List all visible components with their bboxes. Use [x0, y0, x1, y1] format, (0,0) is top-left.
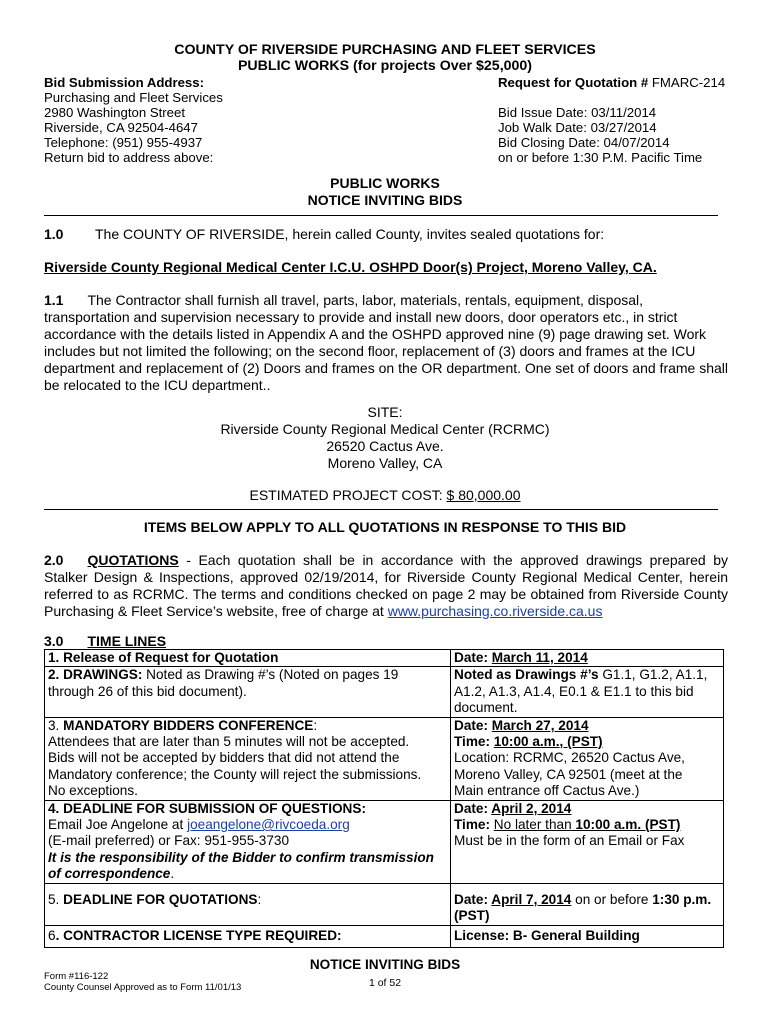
estimated-cost-value: $ 80,000.00 — [446, 487, 521, 503]
conference-line-3: Mandatory conference; the County will reject the submissions. — [48, 766, 422, 782]
estimated-cost — [0, 487, 770, 504]
timeline-row-drawings — [45, 667, 724, 717]
questions-email-pre: Email Joe Angelone at — [48, 817, 188, 833]
address-line-4: Telephone: (951) 955-4937 — [44, 135, 203, 150]
header-title-line1: COUNTY OF RIVERSIDE PURCHASING AND FLEET SERVICES — [174, 42, 596, 58]
job-walk-date: Job Walk Date: 03/27/2014 — [498, 120, 657, 135]
address-label: Bid Submission Address: — [44, 75, 204, 90]
questions-email-link[interactable]: joeangelone@rivcoeda.org — [187, 817, 350, 833]
notice-heading — [0, 175, 770, 209]
bid-closing-date: Bid Closing Date: 04/07/2014 — [498, 135, 670, 150]
conference-time: 10:00 a.m., (PST) — [493, 734, 603, 750]
conference-location-3: Main entrance off Cactus Ave.) — [454, 783, 640, 799]
header-title-line2: PUBLIC WORKS (for projects Over $25,000) — [237, 58, 533, 74]
section-1-1-line-1: The Contractor shall furnish all travel, parts, labor, materials, rentals, equipment, disposal, — [87, 292, 644, 308]
conference-num: 3. — [48, 717, 64, 733]
conference-line-1: Attendees that are later than 5 minutes will not be accepted. — [48, 734, 410, 750]
bid-issue-date: Bid Issue Date: 03/11/2014 — [498, 105, 657, 120]
section-1-1-line-6: be relocated to the ICU department.. — [44, 377, 271, 393]
deadline-num: 5. — [48, 891, 64, 907]
drawings-right-label: Noted as Drawings #’s — [454, 667, 603, 683]
section-2-0-line-4: Purchasing & Fleet Service’s website, free of charge at — [44, 603, 388, 619]
deadline-mid: on or before — [571, 891, 653, 907]
timeline-table — [44, 649, 724, 948]
release-label: 1. Release of Request for Quotation — [48, 650, 279, 665]
conference-colon: : — [313, 717, 318, 733]
purchasing-website-link[interactable]: www.purchasing.co.riverside.ca.us — [387, 603, 603, 619]
deadline-date: April 7, 2014 — [491, 891, 572, 907]
address-line-2: 2980 Washington Street — [44, 105, 185, 120]
timeline-row-release — [45, 650, 724, 667]
address-line-1: Purchasing and Fleet Services — [44, 90, 223, 105]
questions-note-2: of correspondence — [48, 866, 171, 882]
section-2-0-num: 2.0 — [44, 552, 64, 568]
timeline-cell — [451, 717, 724, 800]
drawings-title: 2. DRAWINGS: — [48, 667, 143, 683]
section-3-0-num: 3.0 — [44, 633, 64, 649]
timeline-cell — [45, 650, 451, 667]
section-1-1-line-3: accordance with the details listed in Appendix A and the OSHPD approved nine (9) page drawing set. Work — [44, 326, 707, 342]
questions-time: 10:00 a.m. (PST) — [571, 817, 681, 833]
items-heading: ITEMS BELOW APPLY TO ALL QUOTATIONS IN RESPONSE TO THIS BID — [143, 519, 627, 535]
rfq-number: FMARC-214 — [651, 75, 726, 90]
questions-note-1: It is the responsibility of the Bidder to confirm transmission — [48, 849, 434, 865]
conference-line-2: Bids will not be accepted by bidders that did not attend the — [48, 750, 400, 766]
deadline-date-label: Date: — [454, 891, 492, 907]
section-1-1-line-5: department and replacement of (2) Doors and frames on the OR department. One set of doors and frame shall — [44, 360, 729, 376]
license-type: License: B- General Building — [454, 927, 640, 943]
section-2-0-title: QUOTATIONS — [87, 552, 179, 568]
timeline-row-license — [45, 925, 724, 947]
footer-form-number: Form #116-122 — [44, 971, 109, 982]
conference-time-label: Time: — [454, 734, 494, 750]
section-1-0-num: 1.0 — [44, 226, 64, 242]
section-3-0 — [44, 633, 166, 650]
questions-form: Must be in the form of an Email or Fax — [454, 833, 685, 849]
drawings-text-2: through 26 of this bid document). — [48, 683, 247, 699]
timeline-row-deadline — [45, 883, 724, 925]
timeline-cell — [45, 800, 451, 883]
section-1-0 — [44, 226, 604, 243]
timeline-cell — [45, 925, 451, 947]
address-line-3: Riverside, CA 92504-4647 — [44, 120, 198, 135]
section-2-0-line-2: Stalker Design & Inspections, approved 02/19/2014, for Riverside County Regional Medical Center, herein — [44, 569, 728, 585]
section-1-0-text: The COUNTY OF RIVERSIDE, herein called County, invites sealed quotations for: — [95, 226, 605, 242]
rfq-label: Request for Quotation # — [498, 75, 649, 90]
estimated-cost-label: ESTIMATED PROJECT COST: — [249, 487, 447, 503]
questions-date: April 2, 2014 — [491, 800, 572, 816]
section-3-0-title: TIME LINES — [87, 633, 167, 649]
section-1-1 — [44, 292, 734, 394]
questions-time-pre: No later than — [493, 817, 572, 833]
timeline-cell — [451, 667, 724, 717]
section-2-0 — [44, 552, 728, 620]
project-title: Riverside County Regional Medical Center I.C.U. OSHPD Door(s) Project, Moreno Valley, CA. — [44, 259, 657, 275]
timeline-cell — [45, 667, 451, 717]
license-title: . CONTRACTOR LICENSE TYPE REQUIRED: — [55, 927, 342, 943]
conference-location-2: Moreno Valley, CA 92501 (meet at the — [454, 766, 683, 782]
drawings-right-text-3: document. — [454, 700, 518, 716]
conference-date-label: Date: — [454, 717, 492, 733]
address-block — [44, 75, 223, 165]
rfq-block — [498, 75, 725, 165]
deadline-time: 1:30 p.m. — [652, 891, 712, 907]
footer-page-number: 1 of 52 — [368, 977, 402, 989]
section-1-1-line-4: includes but not limited the following; on the second floor, replacement of (3) doors and frames at the ICU — [44, 343, 696, 359]
section-2-0-line-3: referred to as RCRMC. The terms and conditions checked on page 2 may be obtained from Riverside County — [44, 586, 728, 602]
site-line-2: 26520 Cactus Ave. — [326, 438, 444, 454]
timeline-cell — [45, 717, 451, 800]
site-line-1: Riverside County Regional Medical Center (RCRMC) — [220, 421, 550, 437]
questions-fax: (E-mail preferred) or Fax: 951-955-3730 — [48, 833, 290, 849]
notice-line2: NOTICE INVITING BIDS — [307, 192, 463, 208]
timeline-cell — [451, 925, 724, 947]
timeline-row-questions — [45, 800, 724, 883]
timeline-cell — [45, 883, 451, 925]
notice-line1: PUBLIC WORKS — [330, 175, 440, 191]
questions-time-label: Time: — [454, 817, 494, 833]
deadline-colon: : — [257, 891, 262, 907]
header-title — [0, 42, 770, 74]
release-date: March 11, 2014 — [491, 650, 588, 665]
questions-note-2-end: . — [170, 866, 175, 882]
drawings-right-text-2: A1.2, A1.3, A1.4, E0.1 & E1.1 to this bid — [454, 683, 694, 699]
timeline-row-conference — [45, 717, 724, 800]
deadline-zone: (PST) — [454, 908, 490, 924]
drawings-right-text-1: G1.1, G1.2, A1.1, — [602, 667, 708, 683]
section-2-0-line-1: - Each quotation shall be in accordance with the approved drawings prepared by — [178, 552, 728, 568]
footer-counsel: County Counsel Approved as to Form 11/01/13 — [44, 982, 242, 993]
timeline-cell — [451, 650, 724, 667]
address-line-5: Return bid to address above: — [44, 150, 214, 165]
site-line-3: Moreno Valley, CA — [327, 455, 443, 471]
timeline-cell — [451, 883, 724, 925]
license-num: 6 — [48, 927, 56, 943]
site-block — [0, 404, 770, 472]
divider-1 — [44, 215, 718, 216]
bid-closing-time: on or before 1:30 P.M. Pacific Time — [498, 150, 703, 165]
conference-line-4: No exceptions. — [48, 783, 138, 799]
site-label: SITE: — [367, 404, 403, 420]
divider-2 — [44, 509, 718, 510]
deadline-title: DEADLINE FOR QUOTATIONS — [63, 891, 258, 907]
release-date-label: Date: — [454, 650, 492, 665]
conference-title: MANDATORY BIDDERS CONFERENCE — [63, 717, 314, 733]
timeline-cell — [451, 800, 724, 883]
rfq-heading — [498, 75, 725, 90]
section-1-1-num: 1.1 — [44, 292, 64, 308]
section-1-1-line-2: transportation and supervision necessary to provide and install new doors, door operators etc., in strict — [44, 309, 678, 325]
conference-date: March 27, 2014 — [491, 717, 589, 733]
questions-title: 4. DEADLINE FOR SUBMISSION OF QUESTIONS: — [48, 800, 366, 816]
footer-notice: NOTICE INVITING BIDS — [309, 957, 461, 972]
questions-date-label: Date: — [454, 800, 492, 816]
conference-location-1: Location: RCRMC, 26520 Cactus Ave, — [454, 750, 685, 766]
drawings-text-1: Noted as Drawing #’s (Noted on pages 19 — [142, 667, 399, 683]
